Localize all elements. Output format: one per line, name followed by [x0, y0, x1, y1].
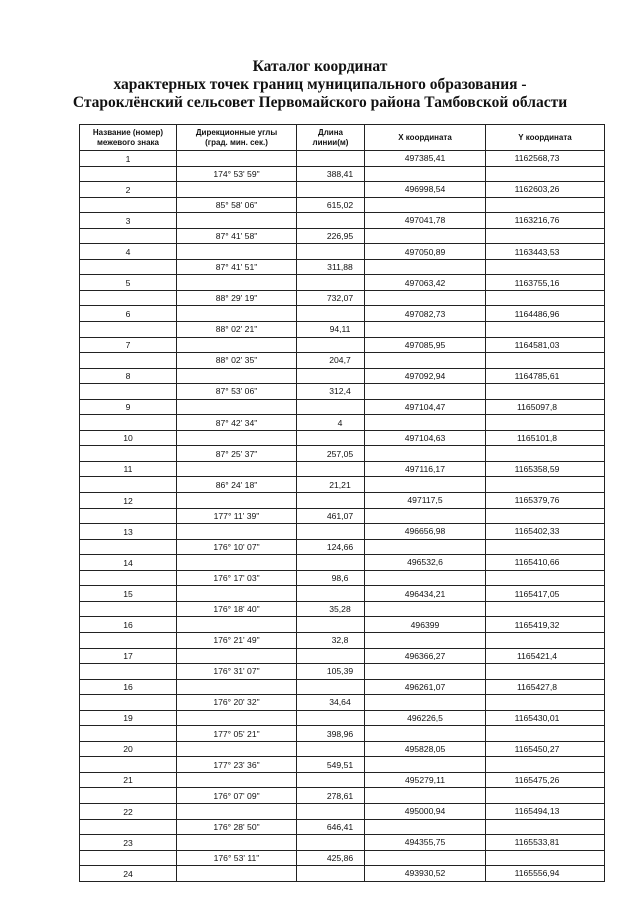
empty-cell — [297, 617, 365, 633]
empty-cell — [177, 648, 297, 664]
empty-cell — [297, 430, 365, 446]
empty-cell — [177, 835, 297, 851]
point-row — [80, 399, 605, 415]
empty-cell — [177, 679, 297, 695]
empty-cell — [177, 430, 297, 446]
x-coordinate: 497041,78 — [365, 213, 486, 229]
empty-cell — [365, 166, 486, 182]
point-name: 6 — [80, 306, 177, 322]
empty-cell — [80, 353, 177, 369]
empty-cell — [297, 275, 365, 291]
point-row — [80, 244, 605, 260]
direction-angle: 176° 28' 50" — [177, 819, 297, 835]
direction-angle: 176° 10' 07" — [177, 539, 297, 555]
point-name: 12 — [80, 493, 177, 509]
point-name: 23 — [80, 835, 177, 851]
direction-angle: 87° 41' 51" — [177, 259, 297, 275]
direction-angle: 174° 53' 59" — [177, 166, 297, 182]
x-coordinate: 497085,95 — [365, 337, 486, 353]
segment-row — [80, 446, 605, 462]
empty-cell — [177, 182, 297, 198]
empty-cell — [486, 166, 605, 182]
y-coordinate: 1164486,96 — [486, 306, 605, 322]
y-coordinate: 1165417,05 — [486, 586, 605, 602]
direction-angle: 176° 07' 09" — [177, 788, 297, 804]
line-length: 32,8 — [297, 632, 365, 648]
empty-cell — [486, 632, 605, 648]
direction-angle: 176° 20' 32" — [177, 695, 297, 711]
x-coordinate: 497050,89 — [365, 244, 486, 260]
empty-cell — [177, 772, 297, 788]
point-row — [80, 213, 605, 229]
point-row — [80, 182, 605, 198]
line-length: 311,88 — [297, 259, 365, 275]
empty-cell — [80, 477, 177, 493]
empty-cell — [297, 244, 365, 260]
header-point-name: Название (номер) межевого знака — [80, 125, 177, 151]
segment-row — [80, 322, 605, 338]
empty-cell — [365, 384, 486, 400]
header-y-coordinate: Y координата — [486, 125, 605, 151]
empty-cell — [486, 508, 605, 524]
line-length: 732,07 — [297, 290, 365, 306]
empty-cell — [80, 446, 177, 462]
point-row — [80, 275, 605, 291]
point-row — [80, 679, 605, 695]
empty-cell — [80, 197, 177, 213]
empty-cell — [297, 866, 365, 882]
line-length: 226,95 — [297, 228, 365, 244]
empty-cell — [177, 741, 297, 757]
point-row — [80, 741, 605, 757]
title-line-2: характерных точек границ муниципального образования - — [113, 76, 527, 93]
x-coordinate: 495000,94 — [365, 803, 486, 819]
y-coordinate: 1165533,81 — [486, 835, 605, 851]
empty-cell — [297, 772, 365, 788]
x-coordinate: 496656,98 — [365, 524, 486, 540]
segment-row — [80, 197, 605, 213]
empty-cell — [365, 664, 486, 680]
y-coordinate: 1165430,01 — [486, 710, 605, 726]
empty-cell — [486, 197, 605, 213]
header-x-coordinate: Х координата — [365, 125, 486, 151]
x-coordinate: 496399 — [365, 617, 486, 633]
empty-cell — [177, 617, 297, 633]
point-row — [80, 586, 605, 602]
empty-cell — [486, 539, 605, 555]
empty-cell — [486, 788, 605, 804]
point-name: 4 — [80, 244, 177, 260]
empty-cell — [365, 601, 486, 617]
empty-cell — [177, 306, 297, 322]
direction-angle: 176° 18' 40" — [177, 601, 297, 617]
x-coordinate: 497104,63 — [365, 430, 486, 446]
y-coordinate: 1165097,8 — [486, 399, 605, 415]
point-row — [80, 306, 605, 322]
segment-row — [80, 850, 605, 866]
point-row — [80, 337, 605, 353]
empty-cell — [365, 850, 486, 866]
line-length: 615,02 — [297, 197, 365, 213]
segment-row — [80, 601, 605, 617]
line-length: 21,21 — [297, 477, 365, 493]
empty-cell — [486, 819, 605, 835]
point-name: 10 — [80, 430, 177, 446]
point-name: 14 — [80, 555, 177, 571]
x-coordinate: 497116,17 — [365, 461, 486, 477]
empty-cell — [80, 259, 177, 275]
point-name: 2 — [80, 182, 177, 198]
line-length: 94,11 — [297, 322, 365, 338]
empty-cell — [80, 539, 177, 555]
empty-cell — [486, 384, 605, 400]
empty-cell — [177, 493, 297, 509]
x-coordinate: 496532,6 — [365, 555, 486, 571]
segment-row — [80, 508, 605, 524]
empty-cell — [486, 290, 605, 306]
point-row — [80, 648, 605, 664]
empty-cell — [365, 726, 486, 742]
segment-row — [80, 664, 605, 680]
segment-row — [80, 477, 605, 493]
direction-angle: 177° 05' 21" — [177, 726, 297, 742]
direction-angle: 87° 41' 58" — [177, 228, 297, 244]
x-coordinate: 497385,41 — [365, 151, 486, 167]
direction-angle: 88° 29' 19" — [177, 290, 297, 306]
point-name: 8 — [80, 368, 177, 384]
x-coordinate: 497092,94 — [365, 368, 486, 384]
direction-angle: 177° 23' 36" — [177, 757, 297, 773]
point-name: 20 — [80, 741, 177, 757]
segment-row — [80, 539, 605, 555]
direction-angle: 87° 53' 06" — [177, 384, 297, 400]
point-name: 16 — [80, 679, 177, 695]
line-length: 98,6 — [297, 570, 365, 586]
empty-cell — [80, 322, 177, 338]
x-coordinate: 497063,42 — [365, 275, 486, 291]
empty-cell — [297, 306, 365, 322]
empty-cell — [80, 228, 177, 244]
empty-cell — [365, 477, 486, 493]
point-name: 19 — [80, 710, 177, 726]
empty-cell — [486, 228, 605, 244]
empty-cell — [80, 664, 177, 680]
point-name: 11 — [80, 461, 177, 477]
point-name: 5 — [80, 275, 177, 291]
point-row — [80, 710, 605, 726]
x-coordinate: 497082,73 — [365, 306, 486, 322]
y-coordinate: 1165379,76 — [486, 493, 605, 509]
empty-cell — [177, 213, 297, 229]
line-length: 124,66 — [297, 539, 365, 555]
line-length: 461,07 — [297, 508, 365, 524]
y-coordinate: 1162603,26 — [486, 182, 605, 198]
line-length: 312,4 — [297, 384, 365, 400]
line-length: 204,7 — [297, 353, 365, 369]
x-coordinate: 494355,75 — [365, 835, 486, 851]
direction-angle: 176° 31' 07" — [177, 664, 297, 680]
empty-cell — [297, 182, 365, 198]
empty-cell — [80, 632, 177, 648]
empty-cell — [365, 757, 486, 773]
empty-cell — [177, 803, 297, 819]
empty-cell — [486, 446, 605, 462]
table-header-row — [80, 125, 605, 151]
x-coordinate: 495279,11 — [365, 772, 486, 788]
segment-row — [80, 695, 605, 711]
line-length: 278,61 — [297, 788, 365, 804]
y-coordinate: 1162568,73 — [486, 151, 605, 167]
empty-cell — [177, 710, 297, 726]
title-line-3: Староклёнский сельсовет Первомайского района Тамбовской области — [72, 94, 568, 111]
point-name: 3 — [80, 213, 177, 229]
point-name: 15 — [80, 586, 177, 602]
empty-cell — [486, 259, 605, 275]
empty-cell — [297, 586, 365, 602]
y-coordinate: 1165494,13 — [486, 803, 605, 819]
empty-cell — [177, 586, 297, 602]
empty-cell — [177, 866, 297, 882]
direction-angle: 177° 11' 39" — [177, 508, 297, 524]
empty-cell — [177, 461, 297, 477]
point-row — [80, 803, 605, 819]
y-coordinate: 1165358,59 — [486, 461, 605, 477]
empty-cell — [486, 757, 605, 773]
point-row — [80, 772, 605, 788]
empty-cell — [177, 368, 297, 384]
empty-cell — [177, 555, 297, 571]
x-coordinate: 495828,05 — [365, 741, 486, 757]
empty-cell — [80, 757, 177, 773]
empty-cell — [297, 741, 365, 757]
line-length: 35,28 — [297, 601, 365, 617]
x-coordinate: 496998,54 — [365, 182, 486, 198]
segment-row — [80, 632, 605, 648]
empty-cell — [177, 275, 297, 291]
empty-cell — [365, 508, 486, 524]
direction-angle: 86° 24' 18" — [177, 477, 297, 493]
empty-cell — [297, 835, 365, 851]
empty-cell — [80, 601, 177, 617]
header-line-length: Длина линии(м) — [297, 125, 365, 151]
empty-cell — [486, 353, 605, 369]
segment-row — [80, 259, 605, 275]
empty-cell — [486, 477, 605, 493]
direction-angle: 176° 21' 49" — [177, 632, 297, 648]
empty-cell — [80, 726, 177, 742]
empty-cell — [297, 493, 365, 509]
x-coordinate: 496226,5 — [365, 710, 486, 726]
empty-cell — [80, 850, 177, 866]
y-coordinate: 1165410,66 — [486, 555, 605, 571]
empty-cell — [365, 819, 486, 835]
point-name: 17 — [80, 648, 177, 664]
point-row — [80, 461, 605, 477]
direction-angle: 176° 53' 11" — [177, 850, 297, 866]
empty-cell — [297, 710, 365, 726]
empty-cell — [80, 570, 177, 586]
x-coordinate: 497117,5 — [365, 493, 486, 509]
point-name: 9 — [80, 399, 177, 415]
y-coordinate: 1163755,16 — [486, 275, 605, 291]
empty-cell — [365, 415, 486, 431]
point-name: 1 — [80, 151, 177, 167]
segment-row — [80, 166, 605, 182]
empty-cell — [297, 461, 365, 477]
segment-row — [80, 757, 605, 773]
line-length: 34,64 — [297, 695, 365, 711]
segment-row — [80, 415, 605, 431]
empty-cell — [486, 570, 605, 586]
empty-cell — [297, 803, 365, 819]
empty-cell — [365, 259, 486, 275]
empty-cell — [297, 555, 365, 571]
empty-cell — [80, 508, 177, 524]
point-row — [80, 524, 605, 540]
line-length: 388,41 — [297, 166, 365, 182]
point-row — [80, 866, 605, 882]
empty-cell — [297, 399, 365, 415]
title-line-1: Каталог координат — [252, 58, 388, 75]
point-row — [80, 617, 605, 633]
coordinates-table — [79, 124, 605, 882]
empty-cell — [177, 399, 297, 415]
empty-cell — [297, 337, 365, 353]
y-coordinate: 1165475,26 — [486, 772, 605, 788]
point-name: 24 — [80, 866, 177, 882]
empty-cell — [297, 679, 365, 695]
segment-row — [80, 290, 605, 306]
empty-cell — [80, 290, 177, 306]
empty-cell — [297, 648, 365, 664]
empty-cell — [365, 228, 486, 244]
x-coordinate: 493930,52 — [365, 866, 486, 882]
line-length: 4 — [297, 415, 365, 431]
empty-cell — [297, 151, 365, 167]
empty-cell — [486, 695, 605, 711]
empty-cell — [80, 384, 177, 400]
y-coordinate: 1164581,03 — [486, 337, 605, 353]
empty-cell — [80, 166, 177, 182]
y-coordinate: 1165421,4 — [486, 648, 605, 664]
direction-angle: 87° 25' 37" — [177, 446, 297, 462]
direction-angle: 85° 58' 06" — [177, 197, 297, 213]
empty-cell — [297, 524, 365, 540]
y-coordinate: 1165556,94 — [486, 866, 605, 882]
point-row — [80, 430, 605, 446]
segment-row — [80, 570, 605, 586]
empty-cell — [177, 244, 297, 260]
y-coordinate: 1165402,33 — [486, 524, 605, 540]
segment-row — [80, 819, 605, 835]
point-row — [80, 555, 605, 571]
point-name: 7 — [80, 337, 177, 353]
line-length: 646,41 — [297, 819, 365, 835]
empty-cell — [365, 322, 486, 338]
line-length: 105,39 — [297, 664, 365, 680]
y-coordinate: 1163216,76 — [486, 213, 605, 229]
empty-cell — [486, 601, 605, 617]
line-length: 549,51 — [297, 757, 365, 773]
segment-row — [80, 353, 605, 369]
empty-cell — [486, 415, 605, 431]
y-coordinate: 1165450,27 — [486, 741, 605, 757]
direction-angle: 87° 42' 34" — [177, 415, 297, 431]
y-coordinate: 1163443,53 — [486, 244, 605, 260]
point-row — [80, 493, 605, 509]
empty-cell — [365, 539, 486, 555]
empty-cell — [80, 695, 177, 711]
empty-cell — [80, 415, 177, 431]
x-coordinate: 496261,07 — [365, 679, 486, 695]
point-name: 22 — [80, 803, 177, 819]
point-name: 21 — [80, 772, 177, 788]
empty-cell — [177, 337, 297, 353]
empty-cell — [486, 664, 605, 680]
empty-cell — [365, 788, 486, 804]
empty-cell — [365, 290, 486, 306]
y-coordinate: 1165427,8 — [486, 679, 605, 695]
y-coordinate: 1164785,61 — [486, 368, 605, 384]
segment-row — [80, 228, 605, 244]
y-coordinate: 1165101,8 — [486, 430, 605, 446]
empty-cell — [177, 151, 297, 167]
document-title — [0, 58, 640, 112]
empty-cell — [365, 446, 486, 462]
point-row — [80, 151, 605, 167]
point-row — [80, 368, 605, 384]
direction-angle: 88° 02' 21" — [177, 322, 297, 338]
header-direction-angle: Дирекционные углы (град. мин. сек.) — [177, 125, 297, 151]
segment-row — [80, 384, 605, 400]
empty-cell — [297, 368, 365, 384]
point-row — [80, 835, 605, 851]
point-name: 16 — [80, 617, 177, 633]
x-coordinate: 497104,47 — [365, 399, 486, 415]
line-length: 425,86 — [297, 850, 365, 866]
empty-cell — [297, 213, 365, 229]
empty-cell — [486, 850, 605, 866]
empty-cell — [177, 524, 297, 540]
direction-angle: 88° 02' 35" — [177, 353, 297, 369]
point-name: 13 — [80, 524, 177, 540]
empty-cell — [80, 788, 177, 804]
empty-cell — [365, 570, 486, 586]
empty-cell — [365, 197, 486, 213]
direction-angle: 176° 17' 03" — [177, 570, 297, 586]
line-length: 257,05 — [297, 446, 365, 462]
empty-cell — [80, 819, 177, 835]
empty-cell — [365, 632, 486, 648]
x-coordinate: 496366,27 — [365, 648, 486, 664]
empty-cell — [486, 726, 605, 742]
x-coordinate: 496434,21 — [365, 586, 486, 602]
empty-cell — [365, 353, 486, 369]
y-coordinate: 1165419,32 — [486, 617, 605, 633]
empty-cell — [365, 695, 486, 711]
segment-row — [80, 726, 605, 742]
segment-row — [80, 788, 605, 804]
line-length: 398,96 — [297, 726, 365, 742]
empty-cell — [486, 322, 605, 338]
